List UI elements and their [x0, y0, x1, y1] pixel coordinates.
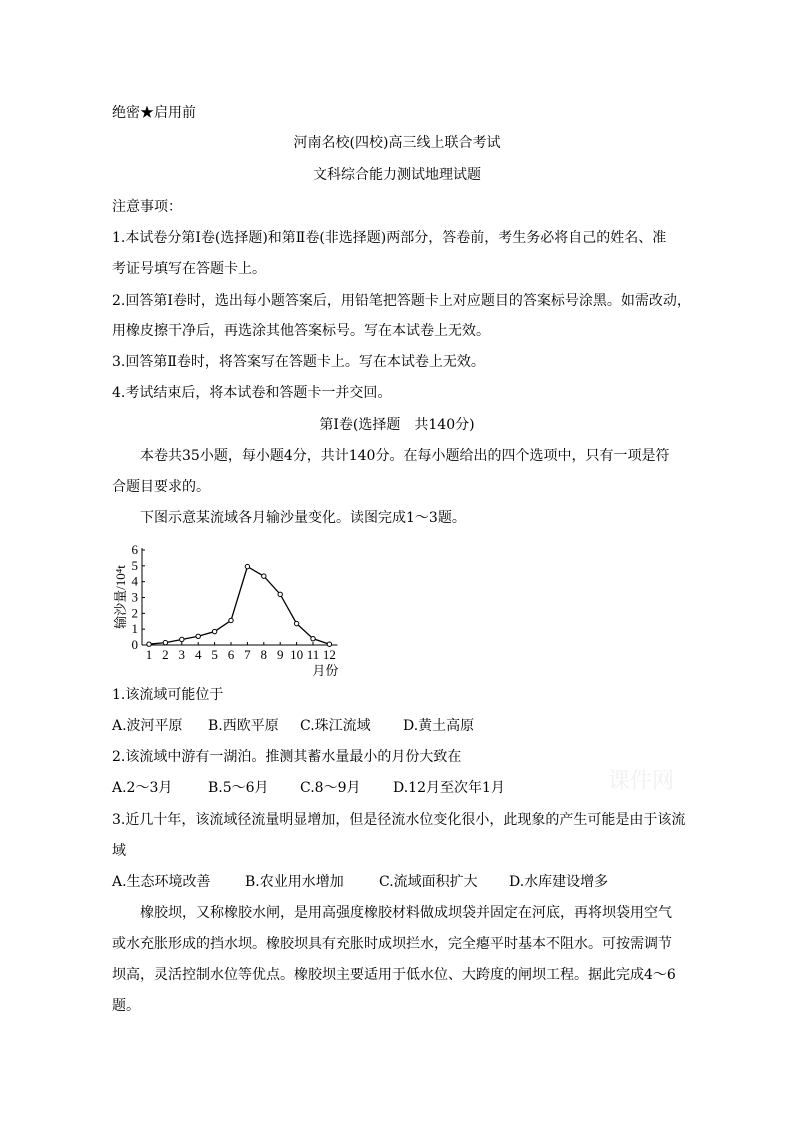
x-tick-label: 9: [276, 647, 284, 662]
note-4: 4.考试结束后，将本试卷和答题卡一并交回。: [112, 385, 392, 401]
q3-stem-line-1: 3.近几十年，该流域径流量明显增加，但是径流水位变化很小，此现象的产生可能是由于该流: [112, 812, 686, 828]
note-2-line-2: 用橡皮擦干净后，再选涂其他答案标号。写在本试卷上无效。: [112, 323, 490, 339]
q3-options: [112, 872, 608, 892]
q2-options: [112, 778, 505, 798]
section-title: 第Ⅰ卷(选择题 共140分): [319, 417, 475, 433]
y-axis-label: 输沙量/10⁴t: [113, 565, 128, 629]
y-tick-label: 5: [131, 557, 138, 573]
sediment-series-line: [149, 567, 329, 645]
q2-stem: 2.该流域中游有一湖泊。推测其蓄水量最小的月份大致在: [112, 749, 462, 765]
x-tick-label: 7: [244, 647, 251, 662]
notes-heading: 注意事项：: [112, 199, 182, 215]
section-intro-line-2: 合题目要求的。: [112, 479, 210, 495]
q3-option-d[interactable]: D.水库建设增多: [509, 874, 609, 890]
x-tick-label: 4: [194, 647, 202, 662]
data-point: [147, 642, 151, 646]
y-tick-label: 3: [131, 589, 138, 605]
data-point: [311, 636, 315, 640]
y-tick-label: 4: [131, 573, 138, 589]
y-ticks: [132, 542, 146, 652]
q3-option-c[interactable]: C.流域面积扩大: [379, 874, 478, 890]
exam-subtitle: 文科综合能力测试地理试题: [313, 167, 481, 183]
x-tick-label: 6: [227, 647, 235, 662]
exam-title: 河南名校(四校)高三线上联合考试: [293, 135, 501, 151]
data-point: [229, 618, 233, 622]
y-tick-label: 6: [131, 542, 138, 557]
q2-option-a[interactable]: A.2～3月: [112, 780, 173, 796]
q3-option-b[interactable]: B.农业用水增加: [245, 874, 344, 890]
data-point: [245, 564, 249, 568]
x-tick-label: 5: [211, 647, 218, 662]
chart-lead-text: 下图示意某流域各月输沙量变化。读图完成1～3题。: [140, 510, 466, 526]
q1-option-a[interactable]: A.波河平原: [112, 718, 183, 734]
data-point: [327, 642, 331, 646]
x-tick-label: 2: [162, 647, 169, 662]
data-point: [180, 637, 184, 641]
q1-option-b[interactable]: B.西欧平原: [208, 718, 279, 734]
x-axis-label: 月份: [312, 663, 339, 677]
note-1-line-1: 1.本试卷分第Ⅰ卷(选择题)和第Ⅱ卷(非选择题)两部分，答卷前，考生务必将自己的姓名、准: [112, 230, 667, 246]
y-tick-label: 1: [131, 621, 138, 637]
note-1-line-2: 考证号填写在答题卡上。: [112, 261, 266, 277]
section-intro-line-1: 本卷共35小题，每小题4分，共计140分。在每小题给出的四个选项中，只有一项是符: [140, 448, 670, 464]
q2-option-c[interactable]: C.8～9月: [300, 780, 361, 796]
x-tick-label: 1: [145, 647, 153, 662]
q1-option-c[interactable]: C.珠江流域: [300, 718, 371, 734]
data-point: [278, 592, 282, 596]
data-point: [196, 634, 200, 638]
q1-stem: 1.该流域可能位于: [112, 687, 224, 703]
q1-option-d[interactable]: D.黄土高原: [403, 718, 475, 734]
note-2-line-1: 2.回答第Ⅰ卷时，选出每小题答案后，用铅笔把答题卡上对应题目的答案标号涂黑。如需改动，: [112, 293, 691, 309]
q2-option-d[interactable]: D.12月至次年1月: [393, 780, 505, 796]
x-tick-label: 8: [260, 647, 268, 662]
note-3: 3.回答第Ⅱ卷时，将答案写在答题卡上。写在本试卷上无效。: [112, 354, 485, 370]
passage-line-2: 或水充胀形成的挡水坝。橡胶坝具有充胀时成坝拦水，完全瘪平时基本不阻水。可按需调节: [112, 936, 672, 952]
x-tick-label: 3: [178, 647, 186, 662]
q1-options: [112, 716, 474, 736]
passage-line-4: 题。: [112, 998, 140, 1014]
secret-label: 绝密★启用前: [112, 105, 196, 121]
y-tick-label: 0: [131, 637, 138, 652]
series-points: [147, 564, 332, 646]
passage-line-1: 橡胶坝，又称橡胶水闸，是用高强度橡胶材料做成坝袋并固定在河底，再将坝袋用空气: [140, 905, 672, 921]
q2-option-b[interactable]: B.5～6月: [208, 780, 269, 796]
sediment-line-chart: [112, 537, 342, 677]
passage-line-3: 坝高，灵活控制水位等优点。橡胶坝主要适用于低水位、大跨度的闸坝工程。据此完成4～6: [112, 967, 676, 983]
series-line: [149, 567, 329, 645]
data-point: [212, 629, 216, 633]
y-tick-label: 2: [131, 605, 138, 621]
x-tick-label: 11: [306, 647, 320, 662]
data-point: [163, 640, 167, 644]
q3-stem-line-2: 域: [112, 843, 126, 859]
x-tick-label: 12: [322, 647, 336, 662]
data-point: [294, 621, 298, 625]
chart-axes: [142, 548, 337, 645]
faint-watermark: 课件网: [608, 769, 675, 794]
x-tick-label: 10: [290, 647, 304, 662]
q3-option-a[interactable]: A.生态环境改善: [112, 874, 211, 890]
data-point: [262, 574, 266, 578]
